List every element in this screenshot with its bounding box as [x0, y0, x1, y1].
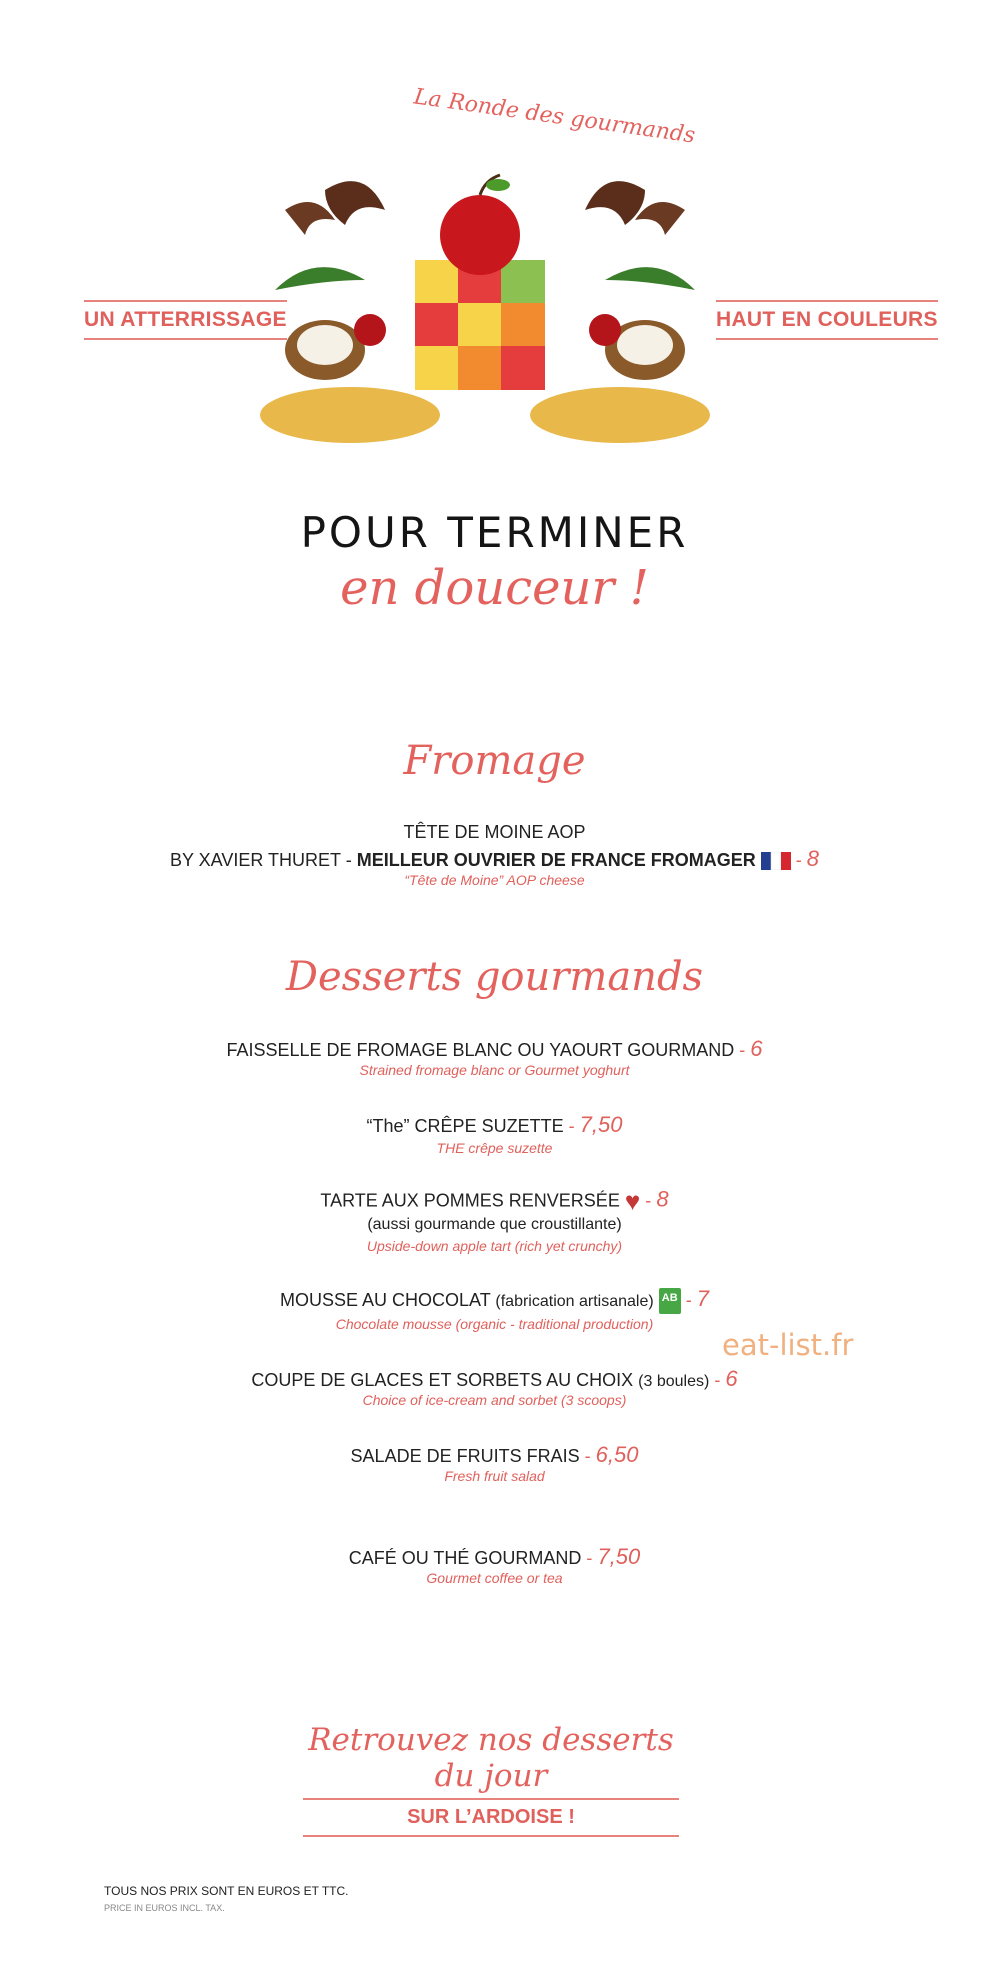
page-title-script: en douceur !: [340, 560, 649, 616]
item-price: 7: [696, 1286, 709, 1311]
heart-icon: ♥: [624, 1186, 641, 1216]
fromage-mof: MEILLEUR OUVRIER DE FRANCE FROMAGER: [356, 850, 756, 870]
item-price: 6: [725, 1366, 738, 1391]
french-flag-icon: [761, 852, 791, 870]
item-name: MOUSSE AU CHOCOLAT: [280, 1290, 491, 1310]
list-item: MOUSSE AU CHOCOLAT (fabrication artisanale) AB - 7: [0, 1286, 989, 1314]
item-price: 6: [750, 1036, 763, 1061]
item-english: Strained fromage blanc or Gourmet yoghurt: [359, 1062, 630, 1078]
item-english: Choice of ice-cream and sorbet (3 scoops): [362, 1392, 627, 1408]
chocolate-curl-right-icon: [585, 181, 685, 235]
tagline-left: UN ATTERRISSAGE: [84, 300, 287, 340]
watermark: eat-list.fr: [722, 1328, 854, 1362]
list-item: CAFÉ OU THÉ GOURMAND - 7,50: [348, 1544, 641, 1569]
list-item: SALADE DE FRUITS FRAIS - 6,50: [350, 1442, 639, 1467]
footer-price-note-english: PRICE IN EUROS INCL. TAX.: [104, 1903, 225, 1913]
item-name: FAISSELLE DE FROMAGE BLANC OU YAOURT GOURMAND: [226, 1040, 735, 1060]
item-name-extra: (3 boules): [638, 1373, 710, 1390]
item-name: “The” CRÊPE SUZETTE: [366, 1116, 564, 1136]
chocolate-curl-left-icon: [285, 181, 385, 235]
page-title: POUR TERMINER: [300, 508, 689, 557]
item-price: 7,50: [597, 1544, 641, 1569]
tagline-right: HAUT EN COULEURS: [716, 300, 938, 340]
banner-script: Retrouvez nos desserts du jour: [308, 1722, 674, 1794]
item-price: 6,50: [595, 1442, 639, 1467]
item-name: CAFÉ OU THÉ GOURMAND: [348, 1548, 582, 1568]
dessert-illustration: [255, 150, 715, 470]
fromage-by: BY XAVIER THURET -: [169, 850, 352, 870]
brand-script: La Ronde des gourmands: [412, 84, 697, 149]
fruit-cube-icon: [415, 260, 545, 390]
item-note: (aussi gourmande que croustillante): [367, 1216, 622, 1233]
section-title-fromage: Fromage: [403, 738, 586, 784]
item-name-extra: (fabrication artisanale): [495, 1293, 654, 1310]
item-price: 8: [656, 1186, 669, 1212]
item-name: TARTE AUX POMMES RENVERSÉE: [320, 1190, 620, 1211]
list-item: FAISSELLE DE FROMAGE BLANC OU YAOURT GOURMAND - 6: [226, 1036, 763, 1061]
list-item: TARTE AUX POMMES RENVERSÉE ♥ - 8: [320, 1186, 669, 1216]
ab-organic-icon: AB: [659, 1288, 681, 1314]
fromage-line2: BY XAVIER THURET - MEILLEUR OUVRIER DE FRANCE FROMAGER - 8: [169, 846, 820, 871]
fromage-english: “Tête de Moine” AOP cheese: [404, 872, 585, 888]
list-item: “The” CRÊPE SUZETTE - 7,50: [366, 1112, 623, 1137]
fromage-price: 8: [806, 846, 820, 871]
item-name: SALADE DE FRUITS FRAIS: [350, 1446, 580, 1466]
item-english: THE crêpe suzette: [436, 1140, 553, 1156]
list-item: COUPE DE GLACES ET SORBETS AU CHOIX (3 boules) - 6: [251, 1366, 738, 1391]
footer-price-note: TOUS NOS PRIX SONT EN EUROS ET TTC.: [104, 1884, 349, 1898]
section-title-desserts: Desserts gourmands: [285, 954, 704, 1000]
fromage-line1: TÊTE DE MOINE AOP: [403, 822, 586, 842]
banner-sub: SUR L’ARDOISE !: [303, 1798, 679, 1837]
item-price: 7,50: [579, 1112, 623, 1137]
item-name: COUPE DE GLACES ET SORBETS AU CHOIX: [251, 1370, 634, 1390]
item-english: Gourmet coffee or tea: [426, 1570, 563, 1586]
ardoise-banner: [303, 1722, 679, 1837]
item-english: Upside-down apple tart (rich yet crunchy): [366, 1238, 623, 1254]
item-english: Fresh fruit salad: [444, 1468, 545, 1484]
apple-icon: [440, 175, 520, 275]
item-english: Chocolate mousse (organic - traditional production): [335, 1316, 654, 1332]
